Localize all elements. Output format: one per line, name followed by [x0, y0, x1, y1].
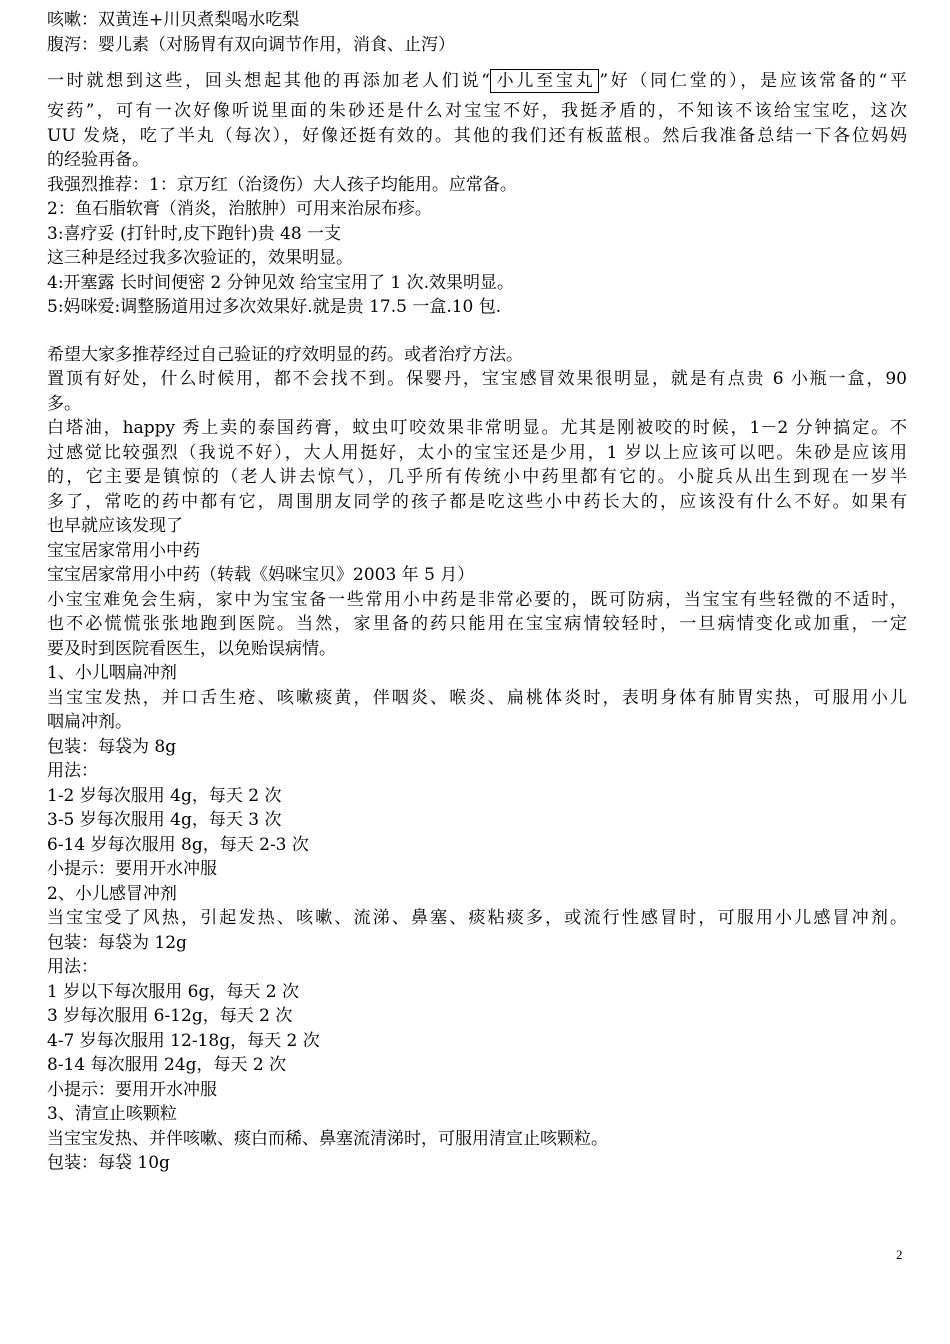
text-line: 咳嗽：双黄连+川贝煮梨喝水吃梨: [47, 10, 300, 30]
page-number: 2: [896, 1247, 903, 1262]
text-line: 过感觉比较强烈（我说不好），大人用挺好，太小的宝宝还是少用，1 岁以上应该可以吧。朱砂是应该用: [47, 442, 907, 463]
text-line: 的经验再备。: [47, 150, 149, 170]
item-heading: 3、清宣止咳颗粒: [47, 1104, 177, 1124]
text-line: 4-7 岁每次服用 12-18g，每天 2 次: [47, 1030, 320, 1051]
text-line: 的，它主要是镇惊的（老人讲去惊气），几乎所有传统小中药里都有它的。小腚兵从出生到现在一岁半: [47, 467, 907, 487]
text-segment: ”好（同仁堂的），是应该常备的“平: [599, 71, 907, 91]
section-heading: 宝宝居家常用小中药（转载《妈咪宝贝》2003 年 5 月）: [47, 565, 475, 585]
text-line: 包装：每袋为 12g: [47, 932, 187, 953]
text-line: 也不必慌慌张张地跑到医院。当然，家里备的药只能用在宝宝病情较轻时，一旦病情变化或加重，一定: [47, 614, 907, 634]
document-body: [47, 8, 907, 1176]
text-line: 1 岁以下每次服用 6g，每天 2 次: [47, 981, 299, 1002]
text-segment: 一时就想到这些，回头想起其他的再添加老人们说“: [47, 71, 490, 91]
text-line: 1-2 岁每次服用 4g，每天 2 次: [47, 785, 282, 806]
text-line: 白塔油，happy 秀上卖的泰国药膏，蚊虫叮咬效果非常明显。尤其是刚被咬的时候，1－2 分钟搞定。不: [47, 418, 907, 438]
text-line: 3 岁每次服用 6-12g，每天 2 次: [47, 1006, 293, 1026]
text-line: 当宝宝发热、并伴咳嗽、痰白而稀、鼻塞流清涕时，可服用清宣止咳颗粒。: [47, 1128, 608, 1149]
text-line: 我强烈推荐：1：京万红（治烫伤）大人孩子均能用。应常备。: [47, 174, 517, 195]
text-line: 小提示：要用开水冲服: [47, 1079, 217, 1100]
boxed-term: 小儿至宝丸: [490, 69, 599, 93]
text-line: 用法：: [47, 761, 98, 781]
text-line: 多了，常吃的药中都有它，周围朋友同学的孩子都是吃这些小中药长大的，应该没有什么不好。如果有: [47, 491, 907, 512]
item-heading: 2、小儿感冒冲剂: [47, 883, 177, 904]
text-line: 置顶有好处，什么时候用，都不会找不到。保婴丹，宝宝感冒效果很明显，就是有点贵 6 小瓶一盒，90: [47, 369, 907, 389]
text-line: 咽扁冲剂。: [47, 712, 132, 732]
text-line: 希望大家多推荐经过自己验证的疗效明显的药。或者治疗方法。: [47, 344, 523, 365]
text-line: 8-14 每次服用 24g，每天 2 次: [47, 1055, 287, 1075]
text-line: 3:喜疗妥 (打针时,皮下跑针)贵 48 一支: [47, 223, 342, 244]
paragraph-article: [47, 343, 907, 1176]
text-line: 2：鱼石脂软膏（消炎，治脓肿）可用来治尿布疹。: [47, 199, 432, 219]
text-line: 4:开塞露 长时间便密 2 分钟见效 给宝宝用了 1 次.效果明显。: [47, 272, 515, 293]
text-line: 6-14 岁每次服用 8g，每天 2-3 次: [47, 834, 309, 855]
paragraph-remedies: [47, 8, 907, 57]
text-line: UU 发烧，吃了半丸（每次），好像还挺有效的。其他的我们还有板蓝根。然后我准备总结一下各位妈妈: [47, 125, 907, 146]
paragraph-recommendations: [47, 63, 907, 320]
text-line: 小宝宝难免会生病，家中为宝宝备一些常用小中药是非常必要的，既可防病，当宝宝有些轻微的不适时，: [47, 589, 907, 610]
text-line: [47, 63, 907, 99]
text-line: 用法：: [47, 957, 98, 977]
text-line: 也早就应该发现了: [47, 516, 183, 536]
text-line: 要及时到医院看医生，以免贻误病情。: [47, 638, 336, 659]
text-line: 3-5 岁每次服用 4g，每天 3 次: [47, 810, 282, 830]
text-line: 包装：每袋为 8g: [47, 736, 177, 757]
text-line: 腹泻：婴儿素（对肠胃有双向调节作用，消食、止泻）: [47, 34, 455, 55]
text-line: 包装：每袋 10g: [47, 1153, 170, 1173]
item-heading: 1、小儿咽扁冲剂: [47, 663, 177, 683]
text-line: 当宝宝受了风热，引起发热、咳嗽、流涕、鼻塞、痰粘痰多，或流行性感冒时，可服用小儿感冒冲剂。: [47, 908, 907, 928]
text-line: 当宝宝发热，并口舌生疮、咳嗽痰黄，伴咽炎、喉炎、扁桃体炎时，表明身体有肺胃实热，可服用小儿: [47, 687, 907, 708]
text-line: 多。: [47, 393, 81, 414]
section-heading: 宝宝居家常用小中药: [47, 540, 200, 561]
text-line: 这三种是经过我多次验证的，效果明显。: [47, 248, 353, 268]
text-line: 安药”，可有一次好像听说里面的朱砂还是什么对宝宝不好，我挺矛盾的，不知该不该给宝宝吃，这次: [47, 101, 907, 121]
text-line: 5:妈咪爱:调整肠道用过多次效果好.就是贵 17.5 一盒.10 包.: [47, 297, 502, 317]
text-line: 小提示：要用开水冲服: [47, 859, 217, 879]
